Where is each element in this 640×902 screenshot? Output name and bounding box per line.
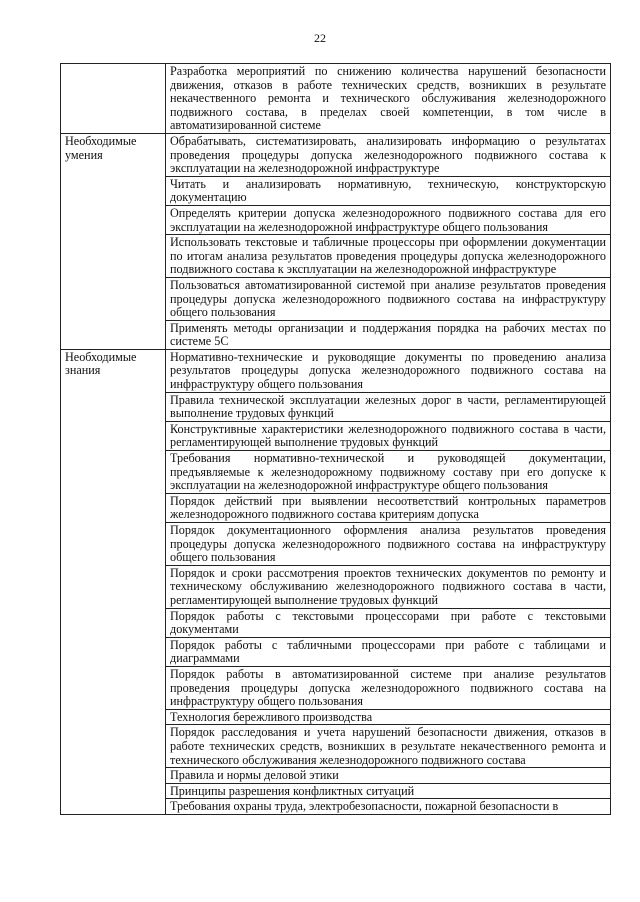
requirement-text: Использовать текстовые и табличные процессоры при оформлении документации по итогам анализа результатов проведения процедуры допуска железнодорожного подвижного состава к эксплуатации на железнодорожной инфраструктуре <box>166 235 611 278</box>
table-row <box>61 133 611 176</box>
page-number: 22 <box>314 31 326 45</box>
requirement-text: Конструктивные характеристики железнодорожного подвижного состава в части, регламентирующей выполнение трудовых функций <box>166 421 611 450</box>
requirements-table <box>60 63 611 815</box>
table-row <box>61 64 611 134</box>
requirement-text: Порядок действий при выявлении несоответствий контрольных параметров железнодорожного подвижного состава критериям допуска <box>166 493 611 522</box>
requirement-text: Порядок работы с текстовыми процессорами при работе с текстовыми документами <box>166 608 611 637</box>
requirement-text: Применять методы организации и поддержания порядка на рабочих местах по системе 5С <box>166 320 611 349</box>
requirement-text: Обрабатывать, систематизировать, анализировать информацию о результатах проведения процедуры допуска железнодорожного подвижного состава к эксплуатации на железнодорожной инфраструктуре <box>166 133 611 176</box>
requirement-text: Технология бережливого производства <box>166 709 611 725</box>
requirement-text: Порядок работы с табличными процессорами при работе с таблицами и диаграммами <box>166 637 611 666</box>
requirement-text: Пользоваться автоматизированной системой при анализе результатов проведения процедуры допуска железнодорожного подвижного состава на инфраструктуру общего пользования <box>166 277 611 320</box>
requirement-text: Порядок документационного оформления анализа результатов проведения процедуры допуска железнодорожного подвижного состава на инфраструктуру общего пользования <box>166 523 611 566</box>
requirement-text: Требования охраны труда, электробезопасности, пожарной безопасности в <box>166 799 611 815</box>
requirement-text: Правила и нормы деловой этики <box>166 768 611 784</box>
requirement-text: Разработка мероприятий по снижению количества нарушений безопасности движения, отказов в работе технических средств, возникших в результате некачественного ремонта и технического обслуживания железнодорожного подвижного состава, в пределах своей компетенции, в том числе в автоматизированной системе <box>166 64 611 134</box>
requirement-text: Порядок и сроки рассмотрения проектов технических документов по ремонту и техническому обслуживанию железнодорожного подвижного состава в части, регламентирующей выполнение трудовых функций <box>166 565 611 608</box>
requirements-table-body <box>61 64 611 815</box>
section-label: Необходимые знания <box>61 349 166 814</box>
section-label: Необходимые умения <box>61 133 166 349</box>
table-row <box>61 349 611 392</box>
requirement-text: Правила технической эксплуатации железных дорог в части, регламентирующей выполнение трудовых функций <box>166 392 611 421</box>
requirement-text: Требования нормативно-технической и руководящей документации, предъявляемые к железнодорожному подвижному составу при его допуске к эксплуатации на железнодорожной инфраструктуре общего пользования <box>166 451 611 494</box>
requirement-text: Читать и анализировать нормативную, техническую, конструкторскую документацию <box>166 176 611 205</box>
requirement-text: Определять критерии допуска железнодорожного подвижного состава для его эксплуатации на железнодорожной инфраструктуре общего пользования <box>166 205 611 234</box>
requirement-text: Нормативно-технические и руководящие документы по проведению анализа результатов процедуры допуска железнодорожного подвижного состава на инфраструктуру общего пользования <box>166 349 611 392</box>
requirement-text: Порядок работы в автоматизированной системе при анализе результатов проведения процедуры допуска железнодорожного подвижного состава на инфраструктуру общего пользования <box>166 666 611 709</box>
continued-section-label <box>61 64 166 134</box>
requirement-text: Порядок расследования и учета нарушений безопасности движения, отказов в работе технических средств, возникших в результате некачественного ремонта и технического обслуживания железнодорожного подвижного состава <box>166 725 611 768</box>
requirement-text: Принципы разрешения конфликтных ситуаций <box>166 783 611 799</box>
